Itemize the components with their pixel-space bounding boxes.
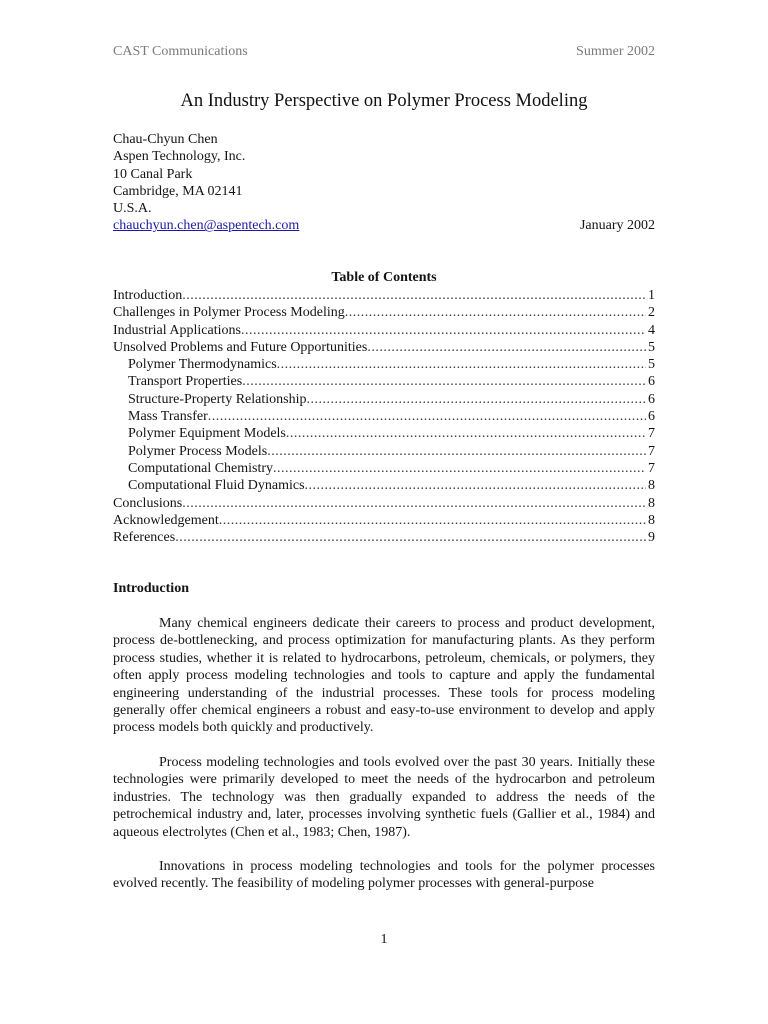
toc-label: Polymer Equipment Models [128, 426, 286, 442]
paper-title: An Industry Perspective on Polymer Process Modeling [180, 91, 588, 111]
toc-page: 7 [648, 443, 655, 459]
toc-subentry[interactable] [113, 425, 655, 442]
toc-leader [175, 529, 646, 546]
toc-subentry[interactable] [113, 356, 655, 373]
toc-leader [277, 356, 646, 373]
body-paragraph: Innovations in process modeling technologies and tools for the polymer processes evolved recently. The feasibility of modeling polymer processes with general-purpose [113, 859, 655, 892]
author-contact-row [113, 217, 655, 234]
author-street: 10 Canal Park [113, 166, 193, 182]
toc-leader [208, 408, 646, 425]
toc-page: 1 [648, 288, 655, 303]
toc-leader [241, 322, 646, 339]
header-issue: Summer 2002 [576, 44, 655, 59]
toc-label: Structure-Property Relationship [128, 391, 307, 407]
toc-leader [367, 339, 646, 356]
toc-label: Unsolved Problems and Future Opportunities [113, 339, 368, 355]
toc-leader [306, 391, 646, 408]
toc-subentry[interactable] [113, 443, 655, 460]
toc-label: Industrial Applications [113, 322, 241, 338]
toc-subentry[interactable] [113, 460, 655, 477]
author-block [113, 131, 655, 235]
toc-page: 6 [648, 409, 655, 425]
toc-page: 6 [648, 391, 655, 407]
author-city: Cambridge, MA 02141 [113, 183, 243, 199]
toc-page: 8 [648, 495, 655, 511]
author-company: Aspen Technology, Inc. [113, 149, 246, 165]
toc-entry[interactable] [113, 339, 655, 356]
toc-label: Computational Fluid Dynamics [128, 478, 305, 494]
page-number: 1 [380, 932, 388, 947]
toc-subentry[interactable] [113, 391, 655, 408]
toc-leader [345, 304, 646, 321]
toc-page: 7 [648, 426, 655, 442]
running-header [113, 44, 655, 60]
toc-page: 4 [648, 322, 655, 338]
toc-page: 6 [648, 374, 655, 390]
toc-entry[interactable] [113, 304, 655, 321]
header-journal: CAST Communications [113, 44, 248, 59]
toc-page: 8 [648, 478, 655, 494]
toc-entry[interactable] [113, 529, 655, 546]
toc-label: Computational Chemistry [128, 460, 274, 476]
toc-label: Acknowledgement [113, 512, 219, 528]
publication-date: January 2002 [579, 218, 655, 234]
toc-entry[interactable] [113, 322, 655, 339]
toc-entry[interactable] [113, 512, 655, 529]
body-paragraph: Many chemical engineers dedicate their careers to process and product development, process de-bottlenecking, and process optimization for manufacturing plants. As they perform process studies, whether it is related to hydrocarbons, petroleum, chemicals, or polymers, they often apply process modeling technologies and tools to capture and apply the fundamental engineering understanding of the industrial processes. These tools for process modeling generally offer chemical engineers a robust and easy-to-use environment to develop and apply process models both quickly and productively. [113, 616, 655, 736]
toc-leader [219, 512, 646, 529]
toc-subentry[interactable] [113, 373, 655, 390]
section-heading: Introduction [113, 581, 189, 596]
toc-page: 5 [648, 339, 655, 355]
toc-label: Conclusions [113, 495, 183, 511]
toc-label: Challenges in Polymer Process Modeling [113, 305, 345, 321]
toc-leader [305, 477, 646, 494]
author-name: Chau-Chyun Chen [113, 132, 218, 147]
toc-leader [286, 425, 646, 442]
toc-leader [273, 460, 646, 477]
toc-page: 2 [648, 305, 655, 321]
toc-page: 7 [648, 460, 655, 476]
toc-entry[interactable] [113, 287, 655, 304]
toc-page: 8 [648, 512, 655, 528]
author-country: U.S.A. [113, 201, 152, 217]
toc-page: 5 [648, 357, 655, 373]
toc-label: References [113, 530, 176, 546]
toc-label: Polymer Thermodynamics [128, 357, 277, 373]
author-email-link[interactable]: chauchyun.chen@aspentech.com [113, 218, 300, 234]
toc-leader [182, 495, 646, 512]
toc-label: Introduction [113, 288, 183, 303]
toc-leader [242, 373, 646, 390]
toc-entry[interactable] [113, 495, 655, 512]
toc-label: Transport Properties [128, 374, 243, 390]
toc-page: 9 [648, 530, 655, 546]
toc-subentry[interactable] [113, 477, 655, 494]
body-paragraph: Process modeling technologies and tools evolved over the past 30 years. Initially these technologies were primarily developed to meet the needs of the hydrocarbon and petroleum industries. The technology was then gradually expanded to address the needs of the petrochemical industry and, later, processes involving synthetic fuels (Gallier et al., 1984) and aqueous electrolytes (Chen et al., 1983; Chen, 1987). [113, 755, 655, 840]
toc-label: Mass Transfer [128, 409, 208, 425]
toc-leader [182, 287, 646, 304]
toc-label: Polymer Process Models [128, 443, 268, 459]
toc-subentry[interactable] [113, 408, 655, 425]
table-of-contents [113, 287, 655, 546]
toc-leader [267, 443, 646, 460]
toc-heading: Table of Contents [331, 270, 437, 285]
